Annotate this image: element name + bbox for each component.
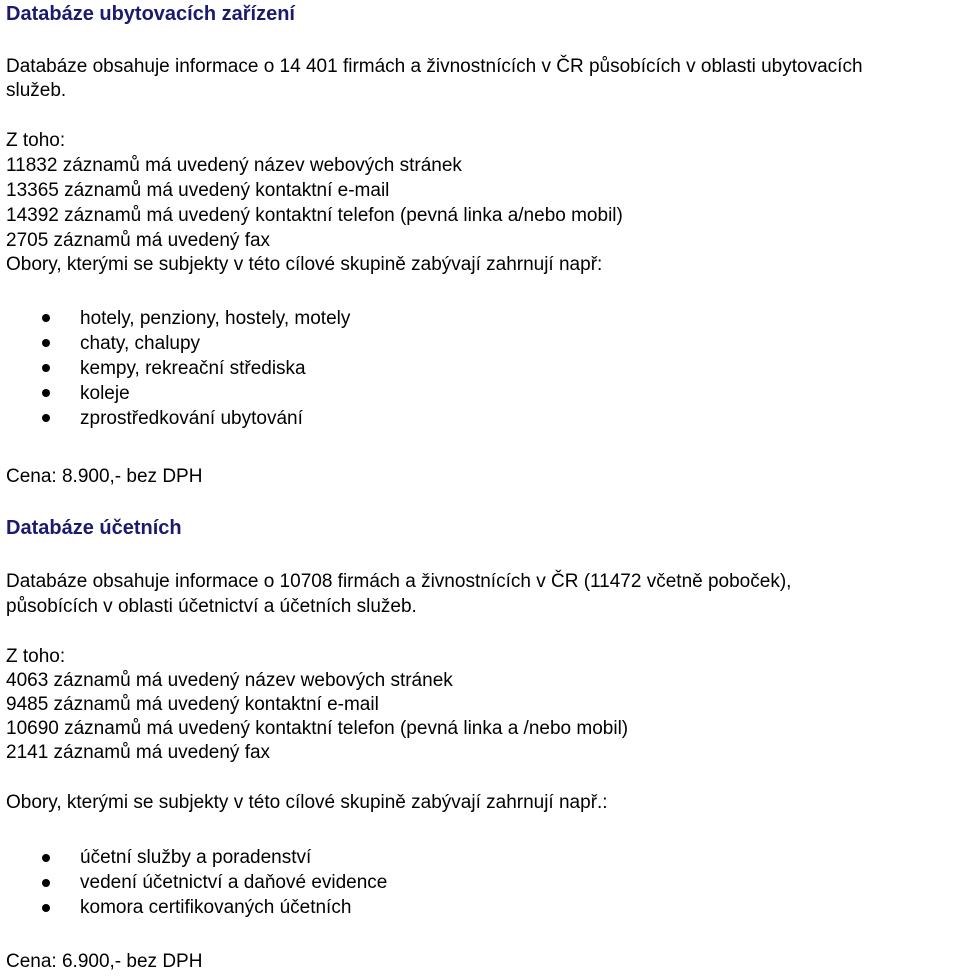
- section1-obory: Obory, kterými se subjekty v této cílové skupině zabývají zahrnují např:: [6, 254, 603, 275]
- section2-obory: Obory, kterými se subjekty v této cílové skupině zabývají zahrnují např.:: [6, 792, 608, 813]
- bullet-icon: [42, 339, 50, 347]
- section1-stat: 11832 záznamů má uvedený název webových stránek: [6, 155, 462, 176]
- section1-stat: 13365 záznamů má uvedený kontaktní e-mail: [6, 180, 390, 201]
- section2-heading: Databáze účetních: [6, 517, 182, 539]
- section2-stat: 10690 záznamů má uvedený kontaktní telefon (pevná linka a /nebo mobil): [6, 718, 629, 739]
- section1-intro-line1: Databáze obsahuje informace o 14 401 firmách a živnostnících v ČR působících v oblasti ubytovacích: [6, 56, 863, 77]
- section2-list-item: vedení účetnictví a daňové evidence: [80, 872, 388, 893]
- section2-stat: 9485 záznamů má uvedený kontaktní e-mail: [6, 694, 379, 715]
- section2-stat: 4063 záznamů má uvedený název webových stránek: [6, 670, 453, 691]
- section1-list-item: kempy, rekreační střediska: [80, 358, 306, 379]
- section1-list-item: zprostředkování ubytování: [80, 408, 303, 429]
- section2-stat: 2141 záznamů má uvedený fax: [6, 742, 271, 763]
- section1-stat: 14392 záznamů má uvedený kontaktní telefon (pevná linka a/nebo mobil): [6, 205, 623, 226]
- bullet-icon: [42, 904, 50, 912]
- section1-list-item: koleje: [80, 383, 130, 404]
- section1-heading: Databáze ubytovacích zařízení: [6, 3, 295, 25]
- section2-ztoho: Z toho:: [6, 646, 66, 667]
- section2-intro-line1: Databáze obsahuje informace o 10708 firmách a živnostnících v ČR (11472 včetně poboček),: [6, 571, 792, 592]
- section2-price: Cena: 6.900,- bez DPH: [6, 951, 203, 972]
- bullet-icon: [42, 414, 50, 422]
- bullet-icon: [42, 314, 50, 322]
- section2-list-item: komora certifikovaných účetních: [80, 897, 352, 918]
- bullet-icon: [42, 364, 50, 372]
- bullet-icon: [42, 854, 50, 862]
- section1-list-item: hotely, penziony, hostely, motely: [80, 308, 351, 329]
- section1-stat: 2705 záznamů má uvedený fax: [6, 230, 271, 251]
- bullet-icon: [42, 879, 50, 887]
- section1-list-item: chaty, chalupy: [80, 333, 201, 354]
- bullet-icon: [42, 389, 50, 397]
- section1-price: Cena: 8.900,- bez DPH: [6, 466, 203, 487]
- section2-list-item: účetní služby a poradenství: [80, 847, 312, 868]
- section2-intro-line2: působících v oblasti účetnictví a účetních služeb.: [6, 596, 417, 617]
- section1-ztoho: Z toho:: [6, 130, 66, 151]
- section1-intro-line2: služeb.: [6, 80, 67, 101]
